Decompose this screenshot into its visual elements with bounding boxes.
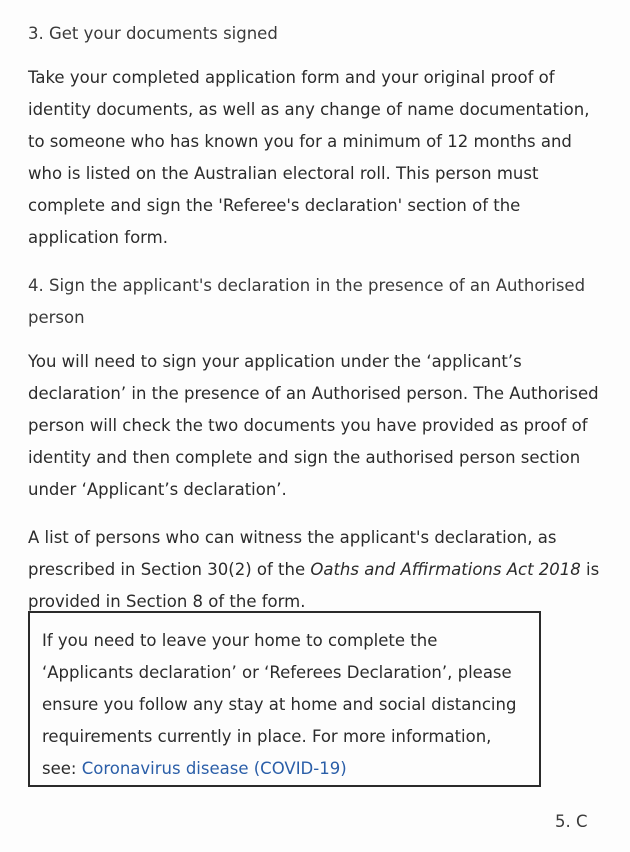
document-content xyxy=(28,18,608,618)
act-name: Oaths and Affirmations Act 2018 xyxy=(310,560,581,579)
covid-notice-box xyxy=(28,611,541,787)
notice-body: If you need to leave your home to complete the ‘Applicants declaration’ or ‘Referees Declaration’, please ensure you follow any stay at home and social distancing requirements currently in place. For more information, see: xyxy=(42,631,517,778)
notice-text xyxy=(42,625,528,785)
step-3-heading: 3. Get your documents signed xyxy=(28,24,278,43)
witness-text-end: is provided in Section 8 of the form. xyxy=(28,560,600,611)
step-3-body: Take your completed application form and your original proof of identity documents, as well as any change of name documentation, to someone who has known you for a minimum of 12 months and who is listed on the Australian electoral roll. This person must complete and sign the 'Referee's declaration' section of the application form. xyxy=(28,68,590,247)
witness-paragraph xyxy=(28,522,608,618)
step-4-body: You will need to sign your application under the ‘applicant’s declaration’ in the presence of an Authorised person. The Authorised person will check the two documents you have provided as proof of identity and then complete and sign the authorised person section under ‘Applicant’s declaration’. xyxy=(28,352,599,499)
step-4-heading: 4. Sign the applicant's declaration in the presence of an Authorised person xyxy=(28,276,586,327)
step-5-heading: 5. C xyxy=(555,812,588,831)
witness-text-start: A list of persons who can witness the applicant's declaration, as prescribed in Section 30(2) of the xyxy=(28,528,557,579)
covid-info-link[interactable]: Coronavirus disease (COVID-19) xyxy=(81,759,347,778)
